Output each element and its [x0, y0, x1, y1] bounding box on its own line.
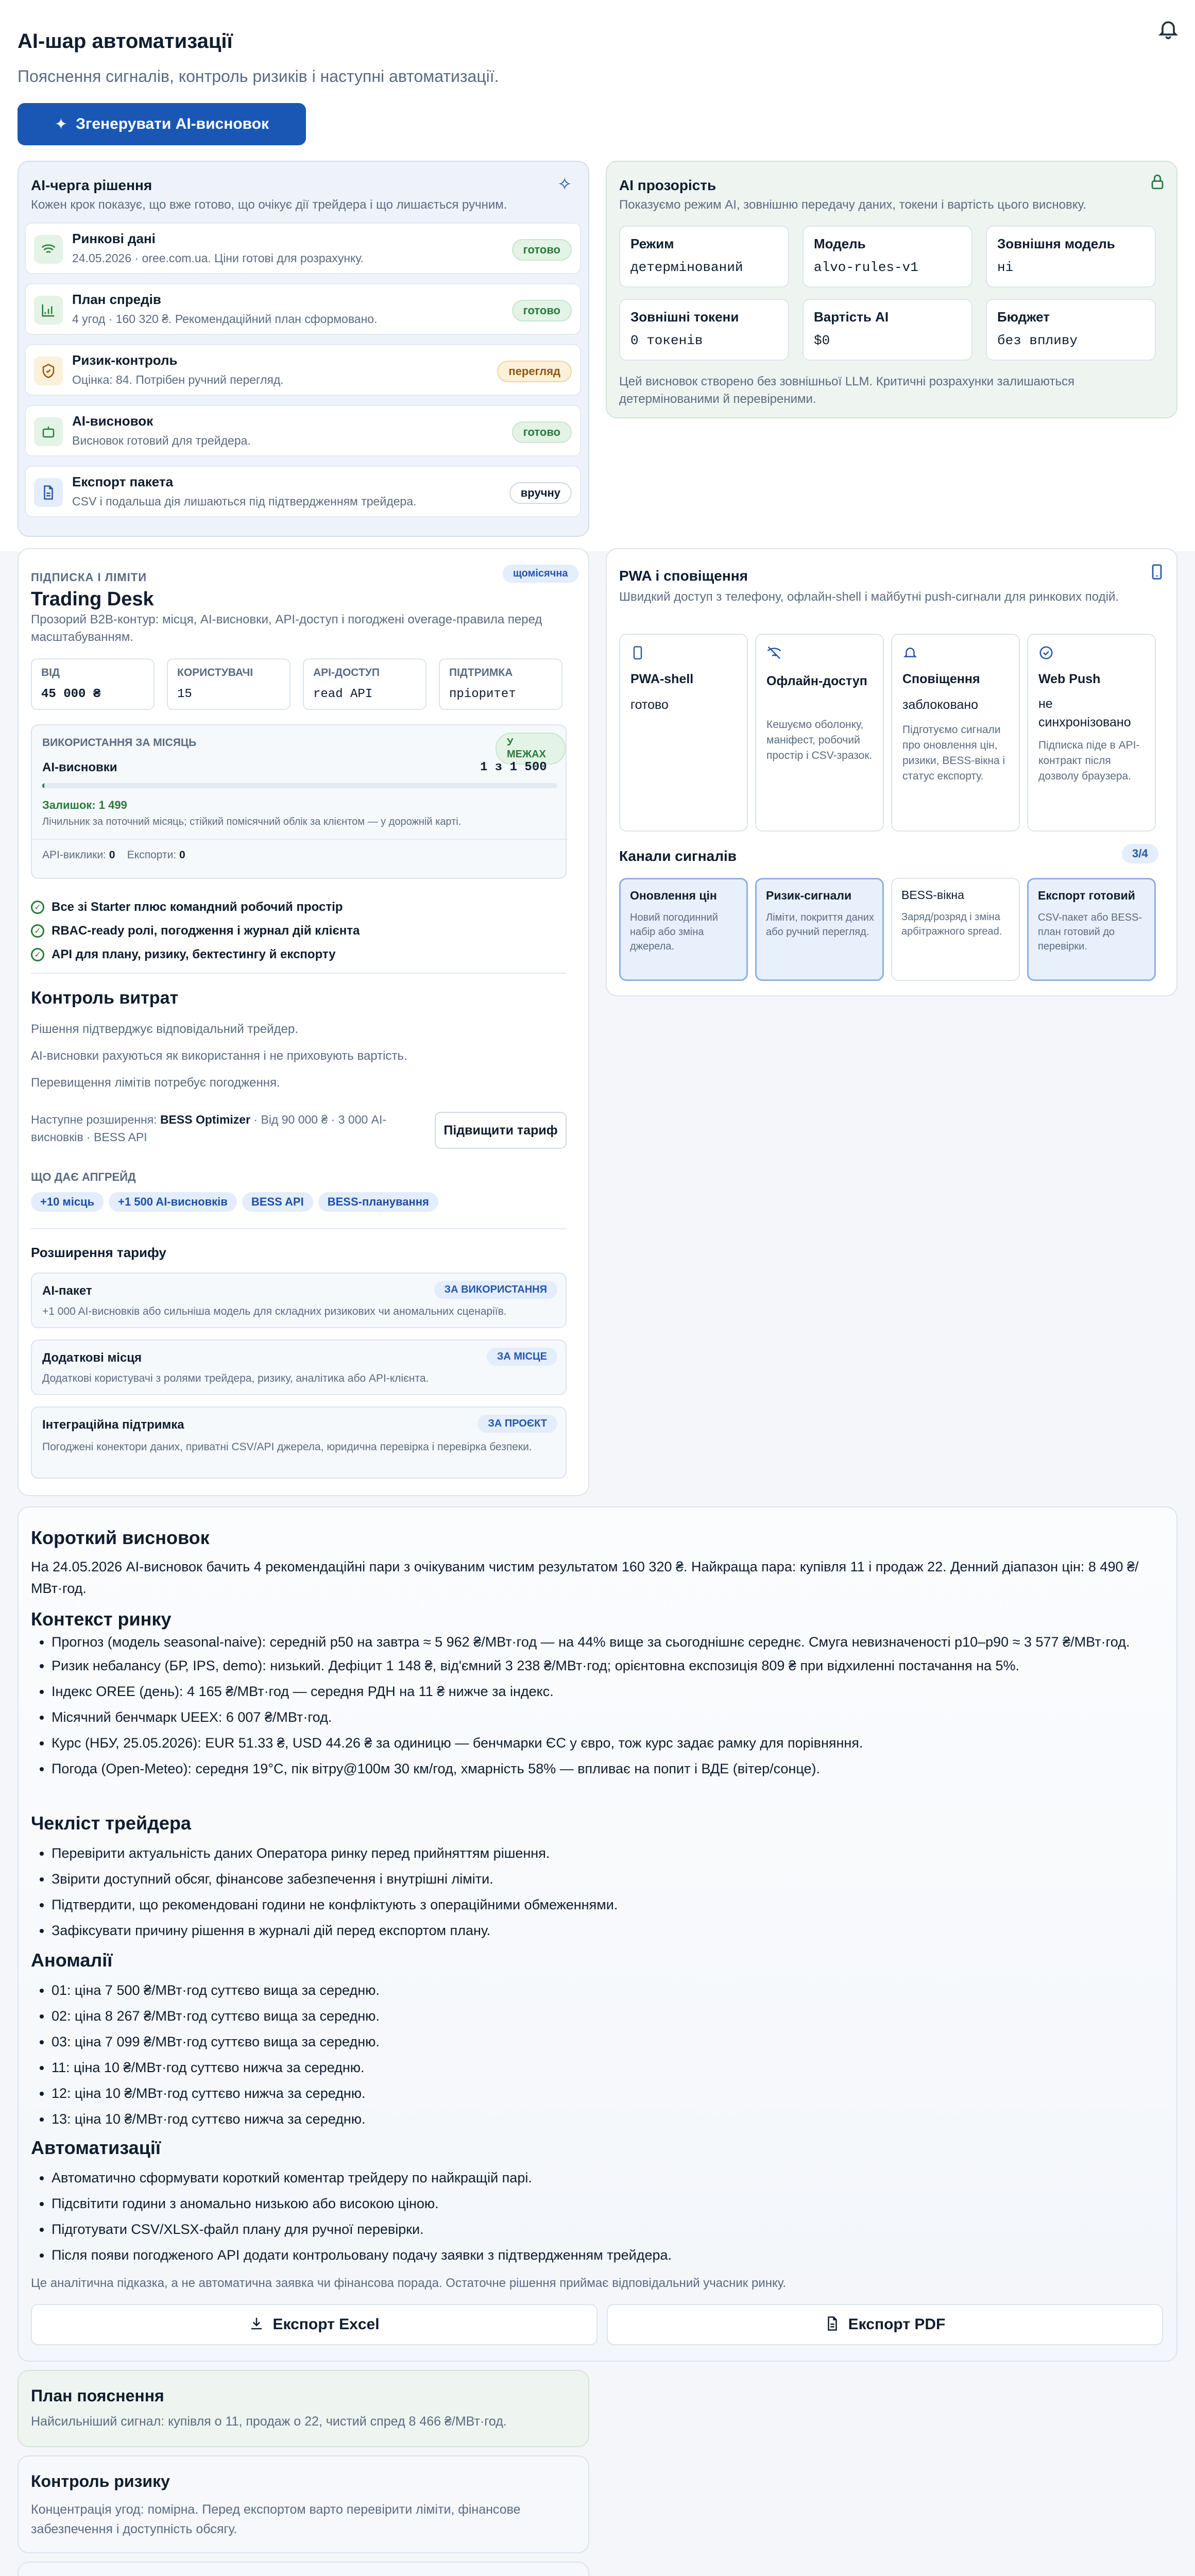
billing-badge: щомісячна [503, 565, 578, 583]
upgrade-tag: +1 500 AI-висновків [109, 1192, 237, 1212]
status-badge: У МЕЖАХ [496, 733, 566, 765]
summary-card [18, 1506, 1177, 2362]
upgrade-tag: BESS-планування [318, 1192, 438, 1212]
next-automation-card [18, 2562, 589, 2576]
plan-features [31, 895, 567, 967]
usage-box: ВИКОРИСТАННЯ ЗА МІСЯЦЬ У МЕЖАХ AI-висновки 1 з 1 500 Залишок: 1 499 Лічильник за поточний місяць; стійкий помісячний облік за клієнтом — у дорожній карті. API-виклики: 0 Експорти: 0 [31, 724, 567, 879]
transparency-cell: Режим детермінований [619, 226, 789, 287]
subscription-card: ПІДПИСКА І ЛІМІТИ щомісячна Trading Desk Прозорий B2B-контур: місця, AI-висновки, API-доступ і погоджені overage-правила перед масштабуванням. ВІД 45 000 ₴ КОРИСТУВАЧІ 15 API-ДОСТУП read API ПІДТРИМКА пріоритет ВИКОРИСТАННЯ ЗА МІСЯЦЬ У МЕЖАХ AI-висновки 1 з 1 500 Залишок: 1 499 Лічильник за поточний місяць; стійкий помісячний облік за клієнтом — у дорожній карті. API-виклики: 0 Експорти: 0 ✓ Все зі Starter плюс командний робочий простір ✓ RBAC-ready ролі, погодження і журнал дій клієнта ✓ API для плану, ризику, бектестингу й експорту Контроль витрат Рішення підтверджує відповідальний трейдер. AI-висновки рахуються як використання і не приховують вартість. Перевищення лімітів потребує погодження. Наступне розширення: BESS Optimizer · Від 90 000 ₴ · 3 000 AI-висновків · BESS API Підвищити тариф ЩО ДАЄ АПГРЕЙД +10 місць +1 500 AI-висновків BESS API BESS-планування Розширення тарифу AI-пакет ЗА ВИКОРИСТАННЯ +1 000 AI-висновків або сильніша модель для складних ризикових чи аномальних сценаріїв. Додаткові місця ЗА МІСЦЕ Додаткові користувачі з ролями трейдера, ризику, аналітика або API-клієнта. Інтеграційна підтримка ЗА ПРОЄКТ Погоджені конектори даних, приватні CSV/API джерела, юридична перевірка і перевірка безпеки. [18, 548, 589, 1496]
download-icon [249, 2316, 264, 2334]
check-icon: ✓ [31, 901, 44, 914]
chart-icon [34, 296, 63, 325]
channel-price-updates[interactable]: Оновлення цін Новий погодинний набір або зміна джерела. [619, 878, 748, 981]
pwa-feature: Сповіщення заблоковано Підготуємо сигнали про оновлення цін, ризики, BESS-вікна і статус експорту. [891, 634, 1020, 832]
check-circle-icon [1038, 645, 1054, 663]
usage-progress-fill [42, 783, 44, 788]
extension-item[interactable]: Інтеграційна підтримка ЗА ПРОЄКТ Погоджені конектори даних, приватні CSV/API джерела, юридична перевірка і перевірка безпеки. [31, 1406, 567, 1479]
transparency-cell: Вартість AI $0 [803, 299, 972, 361]
plan-stat: ВІД 45 000 ₴ [31, 658, 155, 710]
feature-row: ✓ RBAC-ready ролі, погодження і журнал дій клієнта [31, 919, 567, 943]
check-icon: ✓ [31, 948, 44, 961]
checklist-list: • Перевірити актуальність даних Оператора ринку перед прийняттям рішення. • Звірити доступний обсяг, фінансове забезпечення і внутрішні ліміти. • Підтвердити, що рекомендовані години не конфліктують з операційними обмеженнями. • Зафіксувати причину рішення в журналі дій перед експортом плану. [31, 1840, 1154, 1943]
lock-icon [1149, 173, 1166, 193]
extension-item[interactable]: Додаткові місця ЗА МІСЦЕ Додаткові користувачі з ролями трейдера, ризику, аналітика або API-клієнта. [31, 1340, 567, 1395]
feature-row: ✓ Все зі Starter плюс командний робочий простір [31, 895, 567, 919]
export-pdf-button[interactable]: Експорт PDF [607, 2304, 1163, 2345]
export-excel-button[interactable]: Експорт Excel [31, 2304, 598, 2345]
channels-title: Канали сигналів [619, 848, 737, 864]
upgrade-tag: BESS API [242, 1192, 313, 1212]
context-title: Контекст ринку [31, 1608, 172, 1630]
queue-item-ai-conclusion[interactable]: AI-висновок Висновок готовий для трейдера. готово [25, 405, 581, 456]
usage-progress-bar [42, 783, 557, 788]
shield-icon [34, 357, 63, 385]
status-badge: готово [512, 239, 572, 261]
anomalies-title: Аномалії [31, 1950, 113, 1971]
queue-subtitle: Кожен крок показує, що вже готово, що очікує дії трейдера і що лишається ручним. [31, 198, 507, 212]
sparkle-icon: ✦ [54, 115, 68, 133]
disclaimer: Це аналітична підказка, а не автоматична заявка чи фінансова порада. Остаточне рішення приймає відповідальний учасник ринку. [31, 2276, 787, 2290]
extensions-title: Розширення тарифу [31, 1245, 166, 1260]
transparency-note: Цей висновок створено без зовнішньої LLM. Критичні розрахунки залишаються детермінованими й перевіреними. [619, 375, 1074, 406]
status-badge: перегляд [497, 361, 572, 382]
pwa-feature: Web Push не синхронізовано Підписка піде в API-контракт після дозволу браузера. [1027, 634, 1156, 832]
status-badge: вручну [509, 482, 572, 504]
page-subtitle: Пояснення сигналів, контроль ризиків і наступні автоматизації. [18, 67, 499, 86]
channel-export-ready[interactable]: Експорт готовий CSV-пакет або BESS-план готовий до перевірки. [1027, 878, 1156, 981]
robot-icon [34, 417, 63, 446]
automation-title: Автоматизації [31, 2137, 161, 2158]
generate-ai-button[interactable]: ✦ Згенерувати AI-висновок [18, 103, 306, 145]
queue-list [25, 223, 583, 532]
channels-count: 3/4 [1122, 844, 1158, 863]
pwa-card: PWA і сповіщення Швидкий доступ з телефону, офлайн-shell і майбутні push-сигнали для ринкових подій. PWA-shell готово Офлайн-доступ Кешуємо оболонку, маніфест, робочий простір і CSV-зразок. Сповіщення заблоковано Підготуємо сигнали про оновлення цін, ризики, BESS-вікна і статус експорту. Web Push не синхронізовано Підписка піде в API-контракт після дозволу браузера. Канали сигналів 3/4 Оновлення цін Новий погодинний набір або зміна джерела. Ризик-сигнали Ліміти, покриття даних або ручний перегляд. BESS-вікна Заряд/розряд і зміна арбітражного spread. Експорт готовий CSV-пакет або BESS-план готовий до перевірки. [606, 548, 1177, 996]
status-badge: готово [512, 421, 572, 443]
plan-stat: ПІДТРИМКА пріоритет [439, 658, 562, 710]
plan-stat: КОРИСТУВАЧІ 15 [167, 658, 291, 710]
queue-item-spread-plan[interactable]: План спредів 4 угод · 160 320 ₴. Рекомендаційний план сформовано. готово [25, 283, 581, 335]
ai-transparency-card: AI прозорість Показуємо режим AI, зовнішню передачу даних, токени і вартість цього висновку. Режим детермінований Модель alvo-rules-v1 Зовнішня модель ні Зовнішні токени 0 токенів Вартість AI $0 Бюджет без впливу Цей висновок створено без зовнішньої LLM. Критичні розрахунки залишаються детермінованими й перевіреними. [606, 161, 1177, 418]
upgrade-tags [31, 1192, 443, 1212]
pwa-title: PWA і сповіщення [619, 568, 748, 584]
pwa-feature: PWA-shell готово [619, 634, 748, 832]
wifi-icon [34, 235, 63, 264]
upgrade-tag: +10 місць [31, 1192, 104, 1212]
file-icon [34, 478, 63, 507]
summary-title: Короткий висновок [31, 1527, 210, 1548]
cost-control-title: Контроль витрат [31, 988, 179, 1008]
page-title: AI-шар автоматизації [18, 30, 233, 53]
pwa-feature: Офлайн-доступ Кешуємо оболонку, маніфест, робочий простір і CSV-зразок. [755, 634, 884, 832]
transparency-cell: Модель alvo-rules-v1 [803, 226, 972, 287]
bell-icon [902, 645, 918, 663]
bell-icon[interactable] [1157, 18, 1180, 40]
transparency-cell: Зовнішня модель ні [986, 226, 1156, 287]
file-icon [825, 2316, 840, 2334]
sparkle-icon: ✧ [557, 175, 572, 194]
checklist-title: Чекліст трейдера [31, 1812, 191, 1834]
wifi-off-icon [766, 645, 782, 663]
plan-stat: API-ДОСТУП read API [303, 658, 426, 710]
ai-queue-card [18, 161, 589, 537]
context-list: • Прогноз (модель seasonal-naive): середній p50 на завтра ≈ 5 962 ₴/МВт·год — на 44% вище за сьогоднішнє середнє. Смуга невизначеності p10–p90 ≈ 3 577 ₴/МВт·год. • Ризик небалансу (БР, IPS, demo): низький. Дефіцит 1 148 ₴, від'ємний 3 238 ₴/МВт·год; орієнтовна експозиція 809 ₴ при відхиленні постачання на 5%. • Індекс OREE (день): 4 165 ₴/МВт·год — середня РДН на 11 ₴ нижче за індекс. • Місячний бенчмарк UEEX: 6 007 ₴/МВт·год. • Курс (НБУ, 25.05.2026): EUR 51.33 ₴, USD 44.26 ₴ за одиницю — бенчмарки ЄС у євро, тож курс задає рамку для порівняння. • Погода (Open-Meteo): середня 19°C, пік вітру@100м 30 км/год, хмарність 58% — впливає на попит і ВДЕ (вітер/сонце). [31, 1631, 1154, 1782]
explain-plan-card: План пояснення Найсильніший сигнал: купівля о 11, продаж о 22, чистий спред 8 466 ₴/МВт·год. [18, 2370, 589, 2447]
upgrade-plan-button[interactable]: Підвищити тариф [435, 1112, 567, 1149]
status-badge: готово [512, 300, 572, 321]
queue-item-market-data[interactable]: Ринкові дані 24.05.2026 · oree.com.ua. Ціни готові для розрахунку. готово [25, 223, 581, 274]
queue-item-export-package[interactable]: Експорт пакета CSV і подальша дія лишаються під підтвердженням трейдера. вручну [25, 466, 581, 517]
queue-title: AI-черга рішення [31, 177, 152, 193]
automation-list: • Автоматично сформувати короткий коментар трейдеру по найкращій парі. • Підсвітити години з аномально низькою або високою ціною. • Підготувати CSV/XLSX-файл плану для ручної перевірки. • Після появи погодженого API додати контрольовану подачу заявки з підтвердженням трейдера. [31, 2165, 1154, 2268]
channel-bess-windows[interactable]: BESS-вікна Заряд/розряд і зміна арбітражного spread. [891, 878, 1020, 981]
transparency-cell: Зовнішні токени 0 токенів [619, 299, 789, 361]
feature-row: ✓ API для плану, ризику, бектестингу й експорту [31, 943, 567, 967]
extension-item[interactable]: AI-пакет ЗА ВИКОРИСТАННЯ +1 000 AI-висновків або сильніша модель для складних ризикових чи аномальних сценаріїв. [31, 1273, 567, 1328]
phone-icon [1149, 563, 1165, 584]
check-icon: ✓ [31, 924, 44, 938]
channel-risk-signals[interactable]: Ризик-сигнали Ліміти, покриття даних або ручний перегляд. [755, 878, 884, 981]
plan-name: Trading Desk [31, 588, 154, 610]
transparency-title: AI прозорість [619, 177, 716, 193]
transparency-cell: Бюджет без впливу [986, 299, 1156, 361]
risk-control-card: Контроль ризику Концентрація угод: помірна. Перед експортом варто перевірити ліміти, фінансове забезпечення і доступність обсягу. [18, 2455, 589, 2553]
anomalies-list: • 01: ціна 7 500 ₴/МВт·год суттєво вища за середню. • 02: ціна 8 267 ₴/МВт·год суттєво вища за середню. • 03: ціна 7 099 ₴/МВт·год суттєво вища за середню. • 11: ціна 10 ₴/МВт·год суттєво нижча за середню. • 12: ціна 10 ₴/МВт·год суттєво нижча за середню. • 13: ціна 10 ₴/МВт·год суттєво нижча за середню. [31, 1977, 1154, 2132]
phone-icon [630, 645, 645, 663]
summary-text: На 24.05.2026 AI-висновок бачить 4 рекомендаційні пари з очікуваним чистим результатом 160 320 ₴. Найкраща пара: купівля 11 і продаж 22. Денний діапазон цін: 8 490 ₴/МВт·год. [31, 1559, 1139, 1596]
queue-item-risk-control[interactable]: Ризик-контроль Оцінка: 84. Потрібен ручний перегляд. перегляд [25, 344, 581, 396]
